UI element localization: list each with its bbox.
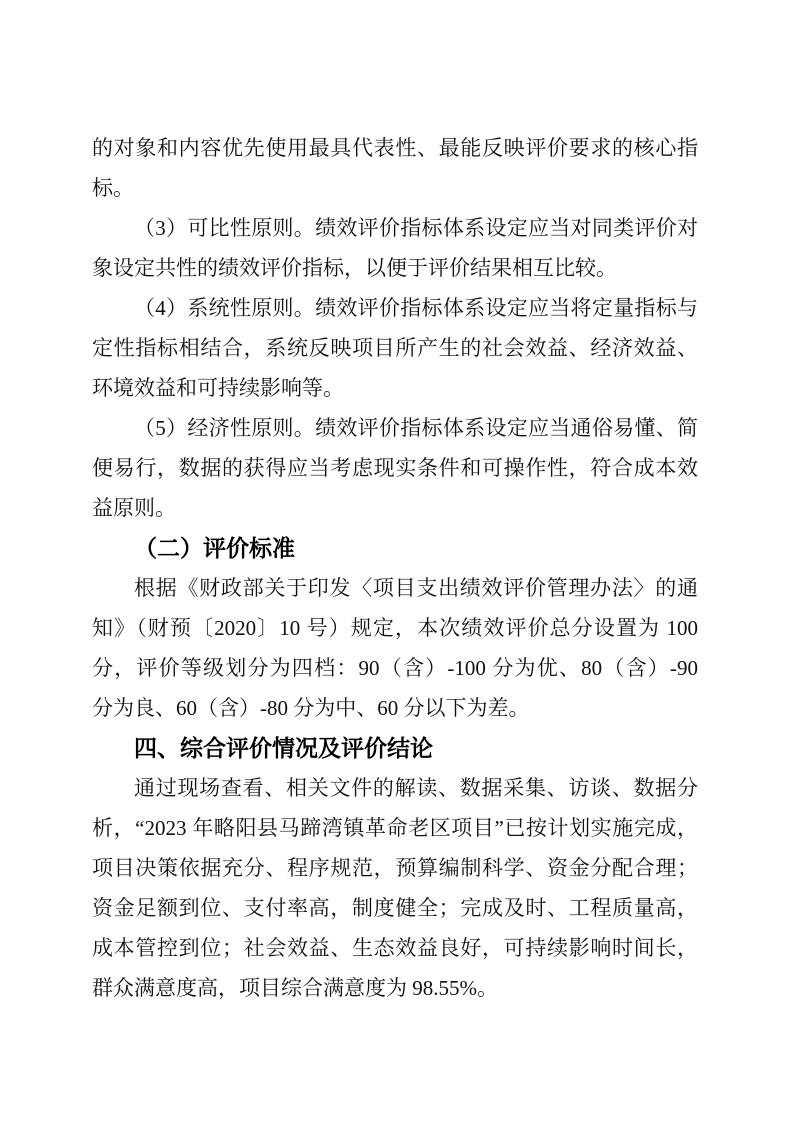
body-text-line: 资金足额到位、支付率高，制度健全；完成及时、工程质量高，: [92, 896, 698, 920]
body-text-line: 通过现场查看、相关文件的解读、数据采集、访谈、数据分: [134, 776, 698, 800]
body-text-line: 项目决策依据充分、程序规范，预算编制科学、资金分配合理；: [92, 856, 698, 880]
body-text-line: 定性指标相结合，系统反映项目所产生的社会效益、经济效益、: [92, 336, 698, 360]
body-text-line: 象设定共性的绩效评价指标，以便于评价结果相互比较。: [92, 256, 617, 280]
section-heading-line: （二）评价标准: [134, 535, 295, 561]
body-text-line: 群众满意度高，项目综合满意度为 98.55%。: [92, 976, 498, 1000]
body-text-line: 标。: [92, 176, 134, 200]
body-text-line: 知》（财预〔2020〕10 号）规定，本次绩效评价总分设置为 100: [92, 616, 698, 640]
body-text-line: （3）可比性原则。绩效评价指标体系设定应当对同类评价对: [134, 216, 698, 240]
body-text-line: 的对象和内容优先使用最具代表性、最能反映评价要求的核心指: [92, 136, 698, 160]
body-text-line: 根据《财政部关于印发〈项目支出绩效评价管理办法〉的通: [134, 576, 698, 600]
body-text-line: 便易行，数据的获得应当考虑现实条件和可操作性，符合成本效: [92, 456, 698, 480]
document-text-block: [92, 128, 698, 1008]
body-text-line: 成本管控到位；社会效益、生态效益良好，可持续影响时间长，: [92, 936, 698, 960]
body-text-line: （4）系统性原则。绩效评价指标体系设定应当将定量指标与: [134, 296, 698, 320]
body-text-line: 分，评价等级划分为四档：90（含）-100 分为优、80（含）-90: [92, 656, 698, 680]
body-text-line: （5）经济性原则。绩效评价指标体系设定应当通俗易懂、简: [134, 416, 698, 440]
body-text-line: 析，“2023 年略阳县马蹄湾镇革命老区项目”已按计划实施完成，: [92, 816, 698, 840]
section-heading-line: 四、综合评价情况及评价结论: [134, 735, 433, 761]
body-text-line: 环境效益和可持续影响等。: [92, 376, 344, 400]
body-text-line: 益原则。: [92, 496, 176, 520]
body-text-line: 分为良、60（含）-80 分为中、60 分以下为差。: [92, 696, 530, 720]
